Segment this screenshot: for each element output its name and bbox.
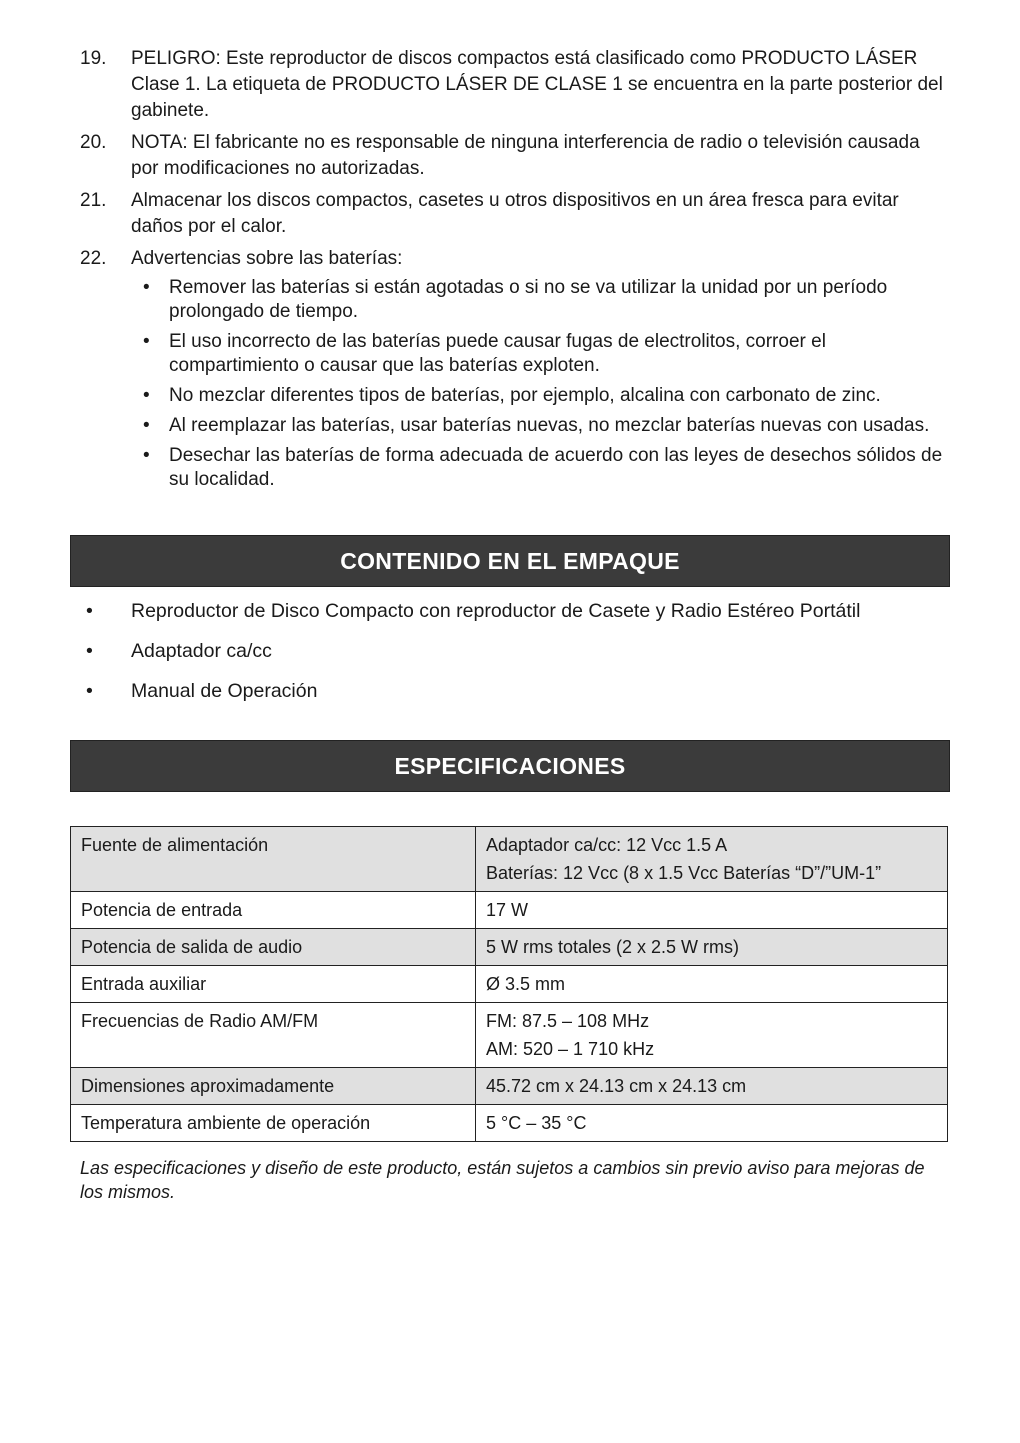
- package-item-text: Adaptador ca/cc: [131, 640, 272, 662]
- specifications-table: [70, 826, 948, 1142]
- package-item-text: Manual de Operación: [131, 680, 318, 702]
- spec-value-line: FM: 87.5 – 108 MHz: [486, 1011, 650, 1031]
- spec-value-line: Adaptador ca/cc: 12 Vcc 1.5 A: [486, 835, 728, 855]
- spec-label: Dimensiones aproximadamente: [71, 1068, 476, 1105]
- instruction-item: [80, 130, 950, 182]
- spec-value: 5 W rms totales (2 x 2.5 W rms): [476, 929, 948, 966]
- spec-value: 17 W: [476, 892, 948, 929]
- spec-label: Frecuencias de Radio AM/FM: [71, 1003, 476, 1068]
- instruction-item: [80, 46, 950, 124]
- list-item: [80, 638, 960, 664]
- spec-value-line: AM: 520 – 1 710 kHz: [486, 1039, 655, 1059]
- table-row: [71, 1003, 948, 1068]
- spec-label: Fuente de alimentación: [71, 827, 476, 892]
- table-row: [71, 1068, 948, 1105]
- instruction-number: 19.: [80, 48, 107, 69]
- bullet-icon: •: [86, 680, 93, 702]
- warning-text: Desechar las baterías de forma adecuada de acuerdo con las leyes de desechos sólidos de su localidad.: [169, 445, 943, 490]
- bullet-icon: •: [86, 600, 93, 622]
- disclaimer-note: Las especificaciones y diseño de este producto, están sujetos a cambios sin previo aviso para mejoras de los mismos.: [80, 1158, 925, 1202]
- list-item: [131, 444, 950, 492]
- spec-value: [476, 1003, 948, 1068]
- table-row: [71, 929, 948, 966]
- package-contents-list: [80, 598, 960, 718]
- table-row: [71, 1105, 948, 1142]
- table-row: [71, 892, 948, 929]
- instruction-text: Advertencias sobre las baterías:: [131, 248, 403, 269]
- package-contents-heading: CONTENIDO EN EL EMPAQUE: [70, 535, 950, 587]
- spec-value-line: Baterías: 12 Vcc (8 x 1.5 Vcc Baterías “D”/”UM-1”: [486, 863, 882, 883]
- table-row: [71, 827, 948, 892]
- specifications-heading: ESPECIFICACIONES: [70, 740, 950, 792]
- bullet-icon: •: [143, 445, 150, 466]
- instruction-text: Almacenar los discos compactos, casetes u otros dispositivos en un área fresca para evitar daños por el calor.: [131, 190, 899, 237]
- list-item: [80, 598, 960, 624]
- spec-value: Ø 3.5 mm: [476, 966, 948, 1003]
- instruction-text: NOTA: El fabricante no es responsable de ninguna interferencia de radio o televisión causada por modificaciones no autorizadas.: [131, 132, 920, 179]
- warning-text: Al reemplazar las baterías, usar baterías nuevas, no mezclar baterías nuevas con usadas.: [169, 415, 930, 436]
- instruction-item: [80, 188, 950, 240]
- battery-warnings-list: [131, 276, 950, 492]
- instruction-number: 20.: [80, 132, 107, 153]
- list-item: [131, 330, 950, 378]
- instruction-item: [80, 246, 950, 498]
- safety-instructions-list: [80, 46, 950, 504]
- spec-label: Temperatura ambiente de operación: [71, 1105, 476, 1142]
- warning-text: El uso incorrecto de las baterías puede causar fugas de electrolitos, corroer el compartimiento o causar que las baterías exploten.: [169, 331, 826, 376]
- bullet-icon: •: [143, 277, 150, 298]
- list-item: [131, 384, 950, 408]
- list-item: [80, 678, 960, 704]
- bullet-icon: •: [86, 640, 93, 662]
- spec-label: Potencia de entrada: [71, 892, 476, 929]
- warning-text: Remover las baterías si están agotadas o si no se va utilizar la unidad por un período prolongado de tiempo.: [169, 277, 888, 322]
- package-item-text: Reproductor de Disco Compacto con reproductor de Casete y Radio Estéreo Portátil: [131, 600, 861, 622]
- spec-label: Potencia de salida de audio: [71, 929, 476, 966]
- spec-value: 5 °C – 35 °C: [476, 1105, 948, 1142]
- spec-value: 45.72 cm x 24.13 cm x 24.13 cm: [476, 1068, 948, 1105]
- warning-text: No mezclar diferentes tipos de baterías, por ejemplo, alcalina con carbonato de zinc.: [169, 385, 881, 406]
- bullet-icon: •: [143, 385, 150, 406]
- bullet-icon: •: [143, 415, 150, 436]
- list-item: [131, 276, 950, 324]
- instruction-number: 22.: [80, 248, 107, 269]
- table-row: [71, 966, 948, 1003]
- spec-label: Entrada auxiliar: [71, 966, 476, 1003]
- instruction-text: PELIGRO: Este reproductor de discos compactos está clasificado como PRODUCTO LÁSER Clase 1. La etiqueta de PRODUCTO LÁSER DE CLASE 1 se encuentra en la parte posterior del gabinete.: [131, 48, 943, 121]
- instruction-number: 21.: [80, 190, 107, 211]
- spec-value: [476, 827, 948, 892]
- list-item: [131, 414, 950, 438]
- bullet-icon: •: [143, 331, 150, 352]
